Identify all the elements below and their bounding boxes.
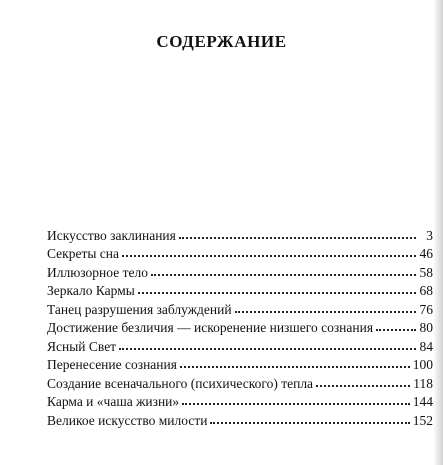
dot-leader [210,422,409,424]
dot-leader [180,366,410,368]
table-of-contents [47,224,433,428]
toc-entry [47,354,433,373]
dot-leader [122,255,416,257]
toc-entry-title: Создание всеначального (психического) тепла [47,375,314,391]
toc-entry-page: 118 [413,375,433,391]
toc-entry [47,335,433,354]
page-edge-shadow [433,0,443,465]
page-title: СОДЕРЖАНИЕ [156,32,287,51]
dot-leader [182,403,410,405]
toc-entry-page: 84 [419,338,433,354]
toc-entry-title: Танец разрушения заблуждений [47,301,232,317]
toc-entry [47,372,433,391]
dot-leader [138,292,416,294]
toc-entry-page: 144 [412,394,433,409]
toc-entry-title: Искусство заклинания [47,227,176,243]
toc-entry-title: Секреты сна [47,246,120,261]
toc-entry-page: 76 [419,301,433,317]
dot-leader [119,348,416,350]
toc-entry [47,243,433,262]
dot-leader [376,329,416,331]
toc-entry-page: 68 [419,283,433,298]
toc-entry-title: Перенесение сознания [47,357,177,372]
toc-entry-page: 80 [419,320,433,335]
toc-entry [47,298,433,317]
toc-entry-title: Карма и «чаша жизни» [47,394,180,409]
toc-entry-page: 46 [419,246,433,261]
toc-entry [47,317,433,336]
toc-entry-title: Иллюзорное тело [47,264,148,280]
dot-leader [179,237,416,239]
toc-entry-page: 100 [412,357,433,372]
toc-entry-title: Великое искусство милости [47,412,208,428]
toc-entry-page: 152 [412,412,433,428]
toc-entry-title: Зеркало Кармы [47,283,135,298]
toc-entry-page: 3 [426,227,433,243]
toc-entry [47,391,433,410]
toc-entry [47,224,433,243]
dot-leader [235,311,416,313]
toc-entry [47,409,433,428]
dot-leader [316,385,410,387]
dot-leader [151,274,416,276]
toc-entry [47,261,433,280]
toc-entry-title: Ясный Свет [47,338,117,354]
toc-entry [47,280,433,299]
toc-entry-page: 58 [419,264,433,280]
toc-entry-title: Достижение безличия — искоренение низшего сознания [47,320,374,335]
